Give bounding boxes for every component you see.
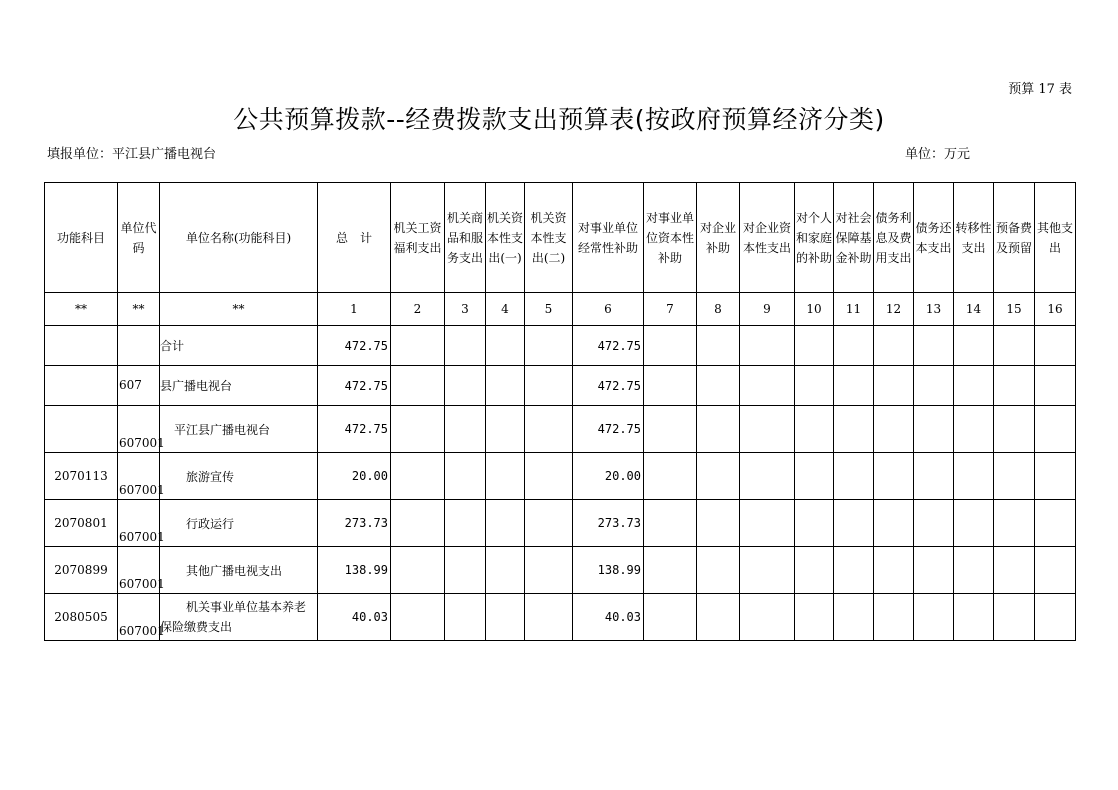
col-header-16: 其他支出 <box>1035 183 1076 293</box>
total-amount-cell: 40.03 <box>318 594 391 641</box>
empty-cell <box>954 500 994 547</box>
total-amount-cell: 273.73 <box>318 500 391 547</box>
empty-cell <box>525 366 573 406</box>
empty-cell <box>834 547 874 594</box>
empty-cell <box>391 406 445 453</box>
col-header-12: 债务利息及费用支出 <box>874 183 914 293</box>
empty-cell <box>874 500 914 547</box>
empty-cell <box>486 594 525 641</box>
empty-cell <box>445 500 486 547</box>
empty-cell <box>391 453 445 500</box>
col-number: 7 <box>644 293 697 326</box>
page-title: 公共预算拨款--经费拨款支出预算表(按政府预算经济分类) <box>233 105 885 134</box>
table-row <box>45 366 1076 406</box>
col-header-name: 单位名称(功能科目) <box>160 183 318 293</box>
empty-cell <box>445 547 486 594</box>
total-amount-cell: 472.75 <box>318 366 391 406</box>
col-header-15: 预备费及预留 <box>994 183 1035 293</box>
empty-cell <box>874 453 914 500</box>
empty-cell <box>994 547 1035 594</box>
empty-cell <box>740 594 795 641</box>
col-header-11: 对社会保障基金补助 <box>834 183 874 293</box>
empty-cell <box>874 547 914 594</box>
col-header-10: 对个人和家庭的补助 <box>795 183 834 293</box>
empty-cell <box>697 326 740 366</box>
unit-code-cell: 607001 <box>118 453 160 500</box>
func-code-cell <box>45 406 118 453</box>
col-number: 5 <box>525 293 573 326</box>
empty-cell <box>834 366 874 406</box>
empty-cell <box>874 594 914 641</box>
empty-cell <box>914 500 954 547</box>
empty-cell <box>994 594 1035 641</box>
empty-cell <box>644 547 697 594</box>
empty-cell <box>740 547 795 594</box>
col-header-func: 功能科目 <box>45 183 118 293</box>
col-number: ** <box>45 293 118 326</box>
empty-cell <box>644 326 697 366</box>
empty-cell <box>697 547 740 594</box>
empty-cell <box>914 406 954 453</box>
amount-cell: 138.99 <box>573 547 644 594</box>
table-number: 预算 17 表 <box>1008 82 1072 97</box>
empty-cell <box>1035 453 1076 500</box>
empty-cell <box>874 406 914 453</box>
func-code-cell <box>45 326 118 366</box>
col-header-13: 债务还本支出 <box>914 183 954 293</box>
empty-cell <box>1035 326 1076 366</box>
amount-cell: 472.75 <box>573 366 644 406</box>
col-header-3: 机关商品和服务支出 <box>445 183 486 293</box>
column-header-row <box>45 183 1076 293</box>
empty-cell <box>697 500 740 547</box>
func-code-cell: 2070899 <box>45 547 118 594</box>
col-header-4: 机关资本性支出(一) <box>486 183 525 293</box>
col-header-7: 对事业单位资本性补助 <box>644 183 697 293</box>
empty-cell <box>795 326 834 366</box>
col-number: 12 <box>874 293 914 326</box>
empty-cell <box>525 326 573 366</box>
empty-cell <box>954 326 994 366</box>
empty-cell <box>834 500 874 547</box>
unit-code-cell <box>118 326 160 366</box>
empty-cell <box>914 594 954 641</box>
empty-cell <box>1035 406 1076 453</box>
empty-cell <box>834 453 874 500</box>
empty-cell <box>486 326 525 366</box>
empty-cell <box>795 594 834 641</box>
amount-cell: 472.75 <box>573 326 644 366</box>
col-number: 15 <box>994 293 1035 326</box>
empty-cell <box>914 326 954 366</box>
col-number: 6 <box>573 293 644 326</box>
col-number: ** <box>118 293 160 326</box>
empty-cell <box>486 406 525 453</box>
empty-cell <box>795 547 834 594</box>
empty-cell <box>740 406 795 453</box>
empty-cell <box>740 326 795 366</box>
empty-cell <box>994 453 1035 500</box>
empty-cell <box>795 453 834 500</box>
empty-cell <box>914 547 954 594</box>
empty-cell <box>914 453 954 500</box>
unit-code-cell: 607001 <box>118 406 160 453</box>
empty-cell <box>391 326 445 366</box>
currency-unit: 单位：万元 <box>905 147 971 162</box>
col-header-code: 单位代码 <box>118 183 160 293</box>
empty-cell <box>874 326 914 366</box>
empty-cell <box>445 453 486 500</box>
table-row <box>45 326 1076 366</box>
empty-cell <box>740 500 795 547</box>
table-row <box>45 547 1076 594</box>
unit-name-cell: 平江县广播电视台 <box>160 406 318 453</box>
empty-cell <box>644 453 697 500</box>
total-amount-cell: 20.00 <box>318 453 391 500</box>
empty-cell <box>994 366 1035 406</box>
empty-cell <box>445 406 486 453</box>
table-row <box>45 453 1076 500</box>
empty-cell <box>486 453 525 500</box>
col-number: 1 <box>318 293 391 326</box>
empty-cell <box>994 406 1035 453</box>
empty-cell <box>1035 547 1076 594</box>
total-amount-cell: 472.75 <box>318 406 391 453</box>
total-amount-cell: 138.99 <box>318 547 391 594</box>
col-header-2: 机关工资福利支出 <box>391 183 445 293</box>
table-row <box>45 594 1076 641</box>
unit-code-cell: 607001 <box>118 594 160 641</box>
empty-cell <box>697 406 740 453</box>
empty-cell <box>644 594 697 641</box>
empty-cell <box>525 594 573 641</box>
budget-table <box>44 182 1076 641</box>
empty-cell <box>740 453 795 500</box>
col-number: 4 <box>486 293 525 326</box>
col-header-5: 机关资本性支出(二) <box>525 183 573 293</box>
empty-cell <box>697 594 740 641</box>
col-number: ** <box>160 293 318 326</box>
col-header-14: 转移性支出 <box>954 183 994 293</box>
empty-cell <box>525 547 573 594</box>
empty-cell <box>445 326 486 366</box>
empty-cell <box>644 500 697 547</box>
func-code-cell: 2080505 <box>45 594 118 641</box>
col-number: 14 <box>954 293 994 326</box>
unit-name-cell: 其他广播电视支出 <box>160 547 318 594</box>
func-code-cell: 2070113 <box>45 453 118 500</box>
unit-name-cell: 县广播电视台 <box>160 366 318 406</box>
unit-code-cell: 607001 <box>118 547 160 594</box>
empty-cell <box>644 366 697 406</box>
empty-cell <box>525 453 573 500</box>
col-header-9: 对企业资本性支出 <box>740 183 795 293</box>
col-number: 11 <box>834 293 874 326</box>
col-header-total: 总 计 <box>318 183 391 293</box>
empty-cell <box>954 366 994 406</box>
amount-cell: 20.00 <box>573 453 644 500</box>
reporting-unit: 填报单位：平江县广播电视台 <box>47 147 217 162</box>
empty-cell <box>994 500 1035 547</box>
col-header-8: 对企业补助 <box>697 183 740 293</box>
col-number: 9 <box>740 293 795 326</box>
col-header-6: 对事业单位经常性补助 <box>573 183 644 293</box>
amount-cell: 273.73 <box>573 500 644 547</box>
empty-cell <box>1035 594 1076 641</box>
empty-cell <box>1035 366 1076 406</box>
empty-cell <box>486 366 525 406</box>
col-number: 16 <box>1035 293 1076 326</box>
empty-cell <box>795 406 834 453</box>
unit-name-cell: 合计 <box>160 326 318 366</box>
table-body <box>45 326 1076 641</box>
empty-cell <box>795 500 834 547</box>
col-number: 2 <box>391 293 445 326</box>
empty-cell <box>914 366 954 406</box>
empty-cell <box>644 406 697 453</box>
empty-cell <box>525 406 573 453</box>
empty-cell <box>874 366 914 406</box>
table-row <box>45 500 1076 547</box>
empty-cell <box>391 594 445 641</box>
empty-cell <box>954 547 994 594</box>
empty-cell <box>445 594 486 641</box>
empty-cell <box>391 366 445 406</box>
table-row <box>45 406 1076 453</box>
empty-cell <box>391 500 445 547</box>
col-number: 8 <box>697 293 740 326</box>
amount-cell: 40.03 <box>573 594 644 641</box>
col-number: 13 <box>914 293 954 326</box>
unit-code-cell: 607001 <box>118 500 160 547</box>
empty-cell <box>740 366 795 406</box>
empty-cell <box>834 406 874 453</box>
unit-name-cell: 行政运行 <box>160 500 318 547</box>
amount-cell: 472.75 <box>573 406 644 453</box>
empty-cell <box>486 547 525 594</box>
empty-cell <box>525 500 573 547</box>
empty-cell <box>954 453 994 500</box>
unit-name-cell: 旅游宣传 <box>160 453 318 500</box>
unit-name-cell: 机关事业单位基本养老保险缴费支出 <box>160 594 318 641</box>
empty-cell <box>445 366 486 406</box>
empty-cell <box>697 366 740 406</box>
empty-cell <box>834 594 874 641</box>
empty-cell <box>795 366 834 406</box>
total-amount-cell: 472.75 <box>318 326 391 366</box>
empty-cell <box>391 547 445 594</box>
col-number: 3 <box>445 293 486 326</box>
empty-cell <box>697 453 740 500</box>
unit-code-cell: 607 <box>118 366 160 406</box>
func-code-cell: 2070801 <box>45 500 118 547</box>
func-code-cell <box>45 366 118 406</box>
empty-cell <box>954 406 994 453</box>
empty-cell <box>834 326 874 366</box>
empty-cell <box>994 326 1035 366</box>
empty-cell <box>486 500 525 547</box>
column-number-row <box>45 293 1076 326</box>
col-number: 10 <box>795 293 834 326</box>
empty-cell <box>954 594 994 641</box>
empty-cell <box>1035 500 1076 547</box>
